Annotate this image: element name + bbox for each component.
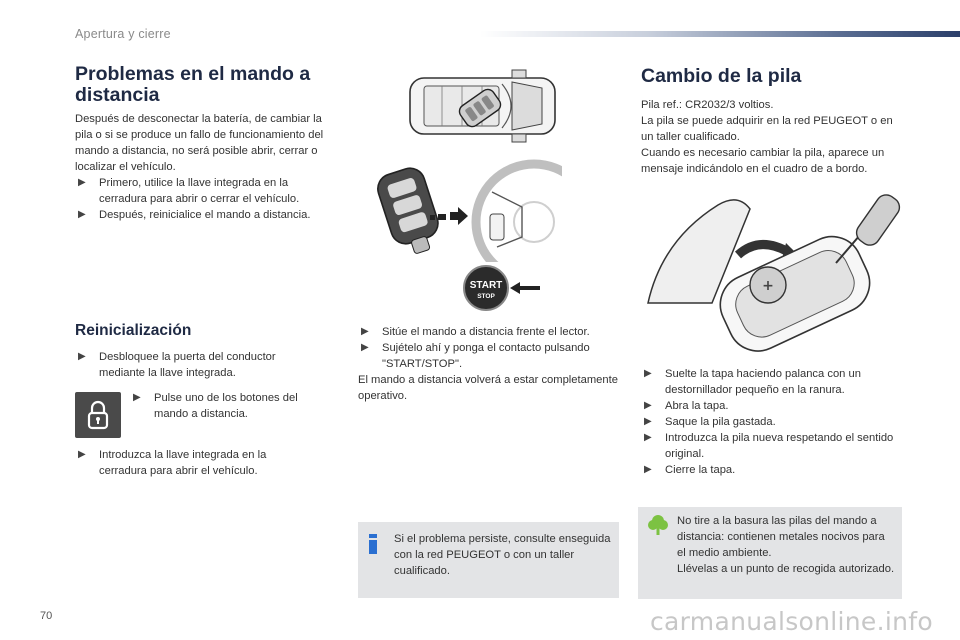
reinit-step-3: ▶︎ Introduzca la llave integrada en la cerradura para abrir el vehículo. [78,449,267,477]
battery-where: La pila se puede adquirir en la red PEUGEOT o en un taller cualificado. [641,115,893,143]
title-remote-problems: Problemas en el mando a distancia [75,63,311,106]
info-note-text: Si el problema persiste, consulte enseguida con la red PEUGEOT o con un taller cualificado. [394,533,611,577]
svg-text:+: + [762,278,774,294]
bullet-marker-icon: ▶︎ [361,326,369,337]
start-stop-button-illustration [462,264,542,312]
eco-note-text: No tire a la basura las pilas del mando a distancia: contienen metales nocivos para el medio ambiente. Llévelas a un punto de recogida autorizado. [677,515,895,575]
bullet-marker-icon: ▶︎ [644,432,652,443]
battery-replacement-illustration [640,185,912,360]
battery-step: ▶︎ Abra la tapa. [644,400,729,412]
bullet-marker-icon: ▶︎ [644,464,652,475]
stop-label: STOP [477,293,495,300]
start-label: START [469,280,503,291]
battery-step: ▶︎ Saque la pila gastada. [644,416,776,428]
bullet-marker-icon: ▶︎ [78,351,86,362]
page-number: 70 [40,610,53,622]
watermark: carmanualsonline.info [650,607,933,636]
bullet-marker-icon: ▶︎ [133,392,141,403]
middle-bullet: ▶︎ Sitúe el mando a distancia frente el lector. [361,326,590,338]
intro-paragraph: Después de desconectar la batería, de cambiar la pila o si se produce un fallo de funcionamiento del mando a distancia, no será posible abrir, cerrar o localizar el vehículo. [75,113,324,173]
info-note-box [358,522,619,598]
battery-warning: Cuando es necesario cambiar la pila, aparece un mensaje indicándolo en el cuadro de a bordo. [641,147,885,175]
reinit-step-1: ▶︎ Desbloquee la puerta del conductor mediante la llave integrada. [78,351,276,379]
right-text-block [641,97,906,177]
title-reinit: Reinicialización [75,322,192,339]
bullet-marker-icon: ▶︎ [361,342,369,353]
result-paragraph: El mando a distancia volverá a estar completamente operativo. [358,374,618,402]
battery-steps [641,366,906,478]
reinit-step-2: ▶︎ Pulse uno de los botones del mando a distancia. [133,392,298,420]
bullet-marker-icon: ▶︎ [78,449,86,460]
battery-ref: Pila ref.: CR2032/3 voltios. [641,99,774,111]
eco-tree-icon [648,514,668,541]
bullet-marker-icon: ▶︎ [644,400,652,411]
left-bullet: ▶︎ Después, reinicialice el mando a distancia. [78,209,311,221]
section-label: Apertura y cierre [75,27,171,41]
bullet-marker-icon: ▶︎ [78,177,86,188]
car-top-view-illustration [402,68,562,148]
left-bullet: ▶︎ Primero, utilice la llave integrada en la cerradura para abrir o cerrar el vehículo. [78,177,300,205]
middle-text-block [358,324,618,404]
bullet-marker-icon: ▶︎ [644,368,652,379]
bullet-marker-icon: ▶︎ [78,209,86,220]
title-battery-change: Cambio de la pila [641,65,802,87]
info-icon [368,534,378,559]
battery-step: ▶︎ Suelte la tapa haciendo palanca con un destornillador pequeño en la ranura. [644,368,861,396]
middle-bullet: ▶︎ Sujételo ahí y ponga el contacto pulsando "START/STOP". [361,342,590,370]
key-and-steering-illustration [372,152,562,262]
left-text-block [75,111,337,223]
bullet-marker-icon: ▶︎ [644,416,652,427]
header-gradient-bar [480,31,960,37]
lock-button-icon [75,392,121,438]
battery-step: ▶︎ Cierre la tapa. [644,464,736,476]
eco-note-box [638,507,902,599]
battery-step: ▶︎ Introduzca la pila nueva respetando el sentido original. [644,432,894,460]
